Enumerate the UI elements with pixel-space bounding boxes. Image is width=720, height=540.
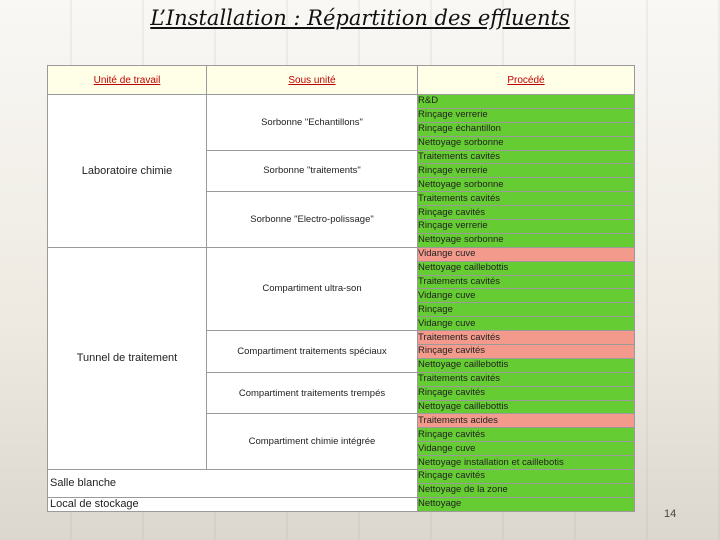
procede-cell: Rinçage cavités (418, 345, 635, 359)
unit-laboratoire: Laboratoire chimie (48, 95, 207, 248)
procede-cell: Nettoyage sorbonne (418, 136, 635, 150)
procede-cell: Nettoyage sorbonne (418, 178, 635, 192)
procede-cell: Vidange cuve (418, 289, 635, 303)
procede-cell: Rinçage verrerie (418, 108, 635, 122)
procede-cell: Nettoyage caillebottis (418, 261, 635, 275)
procede-cell: Rinçage verrerie (418, 164, 635, 178)
subunit-sorbonne-electro: Sorbonne "Electro-polissage" (207, 192, 418, 248)
subunit-chimie-integree: Compartiment chimie intégrée (207, 414, 418, 470)
procede-cell: Traitements cavités (418, 192, 635, 206)
procede-cell: Rinçage cavités (418, 386, 635, 400)
procede-cell: Rinçage cavités (418, 206, 635, 220)
procede-cell: Rinçage échantillon (418, 122, 635, 136)
procede-cell: Rinçage (418, 303, 635, 317)
procede-cell: Nettoyage caillebottis (418, 358, 635, 372)
unit-salle-blanche: Salle blanche (48, 470, 418, 498)
procede-cell: Traitements acides (418, 414, 635, 428)
header-sous-unite: Sous unité (207, 66, 418, 95)
procede-cell: Traitements cavités (418, 331, 635, 345)
table-header-row (48, 66, 635, 95)
procede-cell: Traitements cavités (418, 372, 635, 386)
procede-cell: Rinçage cavités (418, 428, 635, 442)
subunit-sorbonne-traitements: Sorbonne "traitements" (207, 150, 418, 192)
page-number: 14 (664, 508, 677, 520)
procede-cell: Traitements cavités (418, 150, 635, 164)
unit-local-stockage: Local de stockage (48, 497, 418, 511)
procede-cell: Nettoyage de la zone (418, 483, 635, 497)
procede-cell: Nettoyage installation et caillebotis (418, 456, 635, 470)
procede-cell: Vidange cuve (418, 442, 635, 456)
subunit-ultra-son: Compartiment ultra-son (207, 247, 418, 330)
procede-cell: Rinçage cavités (418, 470, 635, 484)
procede-cell: Rinçage verrerie (418, 220, 635, 234)
procede-cell: Nettoyage sorbonne (418, 233, 635, 247)
header-procede: Procédé (418, 66, 635, 95)
subunit-sorbonne-echantillons: Sorbonne "Echantillons" (207, 95, 418, 151)
header-unite: Unité de travail (48, 66, 207, 95)
procede-cell: Traitements cavités (418, 275, 635, 289)
subunit-traitements-speciaux: Compartiment traitements spéciaux (207, 331, 418, 373)
procede-cell: Vidange cuve (418, 247, 635, 261)
slide-title: L’Installation : Répartition des effluents (150, 6, 570, 30)
effluents-table (47, 65, 635, 512)
unit-tunnel: Tunnel de traitement (48, 247, 207, 469)
subunit-traitements-trempes: Compartiment traitements trempés (207, 372, 418, 414)
procede-cell: R&D (418, 95, 635, 109)
procede-cell: Nettoyage (418, 497, 635, 511)
procede-cell: Nettoyage caillebottis (418, 400, 635, 414)
procede-cell: Vidange cuve (418, 317, 635, 331)
